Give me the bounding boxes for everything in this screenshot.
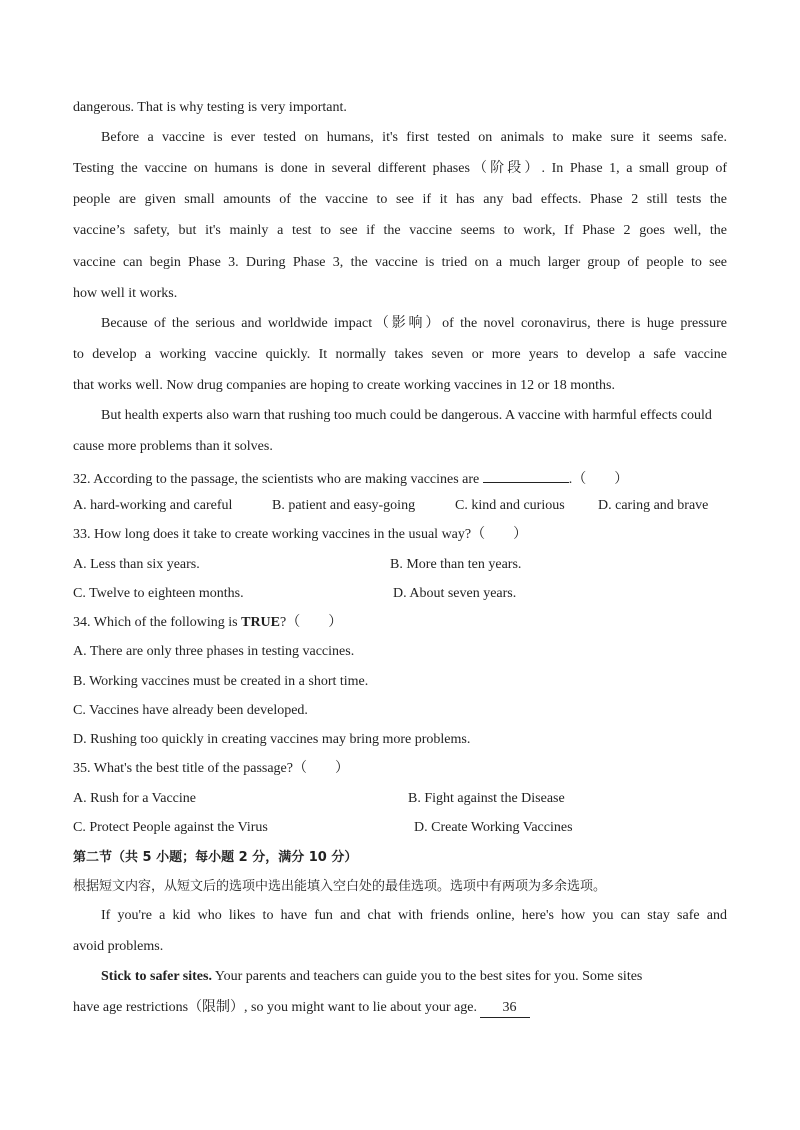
option-c: C. Protect People against the Virus <box>73 820 268 835</box>
passage-line: how well it works. <box>73 286 178 301</box>
option-d: D. Create Working Vaccines <box>414 820 573 835</box>
passage-line: If you're a kid who likes to have fun and chat with friends online, here's how you can stay safe and <box>101 908 727 923</box>
section-instruction: 根据短文内容，从短文后的选项中选出能填入空白处的最佳选项。选项中有两项为多余选项。 <box>73 879 607 894</box>
option-b: B. More than ten years. <box>390 557 522 572</box>
option-d: D. Rushing too quickly in creating vaccines may bring more problems. <box>73 732 471 747</box>
question-32 <box>73 468 727 489</box>
option-a: A. There are only three phases in testing vaccines. <box>73 644 355 659</box>
passage-line: Testing the vaccine on humans is done in several different phases（阶段）. In Phase 1, a small group of <box>73 161 727 176</box>
option-b: B. Working vaccines must be created in a short time. <box>73 674 369 689</box>
passage-line: to develop a working vaccine quickly. It normally takes seven or more years to develop a safe vaccine <box>73 347 727 362</box>
option-b: B. patient and easy-going <box>272 498 416 513</box>
option-d: D. About seven years. <box>393 586 517 601</box>
passage-line: that works well. Now drug companies are hoping to create working vaccines in 12 or 18 months. <box>73 378 615 393</box>
passage-line: Because of the serious and worldwide impact（影响）of the novel coronavirus, there is huge pressure <box>101 316 727 331</box>
passage-line: people are given small amounts of the vaccine to see if it has any bad effects. Phase 2 still tests the <box>73 192 727 207</box>
passage-line: dangerous. That is why testing is very important. <box>73 100 347 115</box>
tip-heading: Stick to safer sites. <box>101 969 212 984</box>
option-b: B. Fight against the Disease <box>408 791 565 806</box>
option-a: A. hard-working and careful <box>73 498 233 513</box>
question-text: 34. Which of the following is <box>73 615 242 630</box>
question-answer-bracket: ?（ ） <box>280 615 343 630</box>
option-c: C. kind and curious <box>455 498 565 513</box>
option-a: A. Rush for a Vaccine <box>73 791 196 806</box>
question-text: 32. According to the passage, the scientists who are making vaccines are <box>73 472 480 487</box>
question-33: 33. How long does it take to create working vaccines in the usual way?（ ） <box>73 527 528 542</box>
answer-blank <box>483 468 569 483</box>
passage-line: vaccine can begin Phase 3. During Phase 3, the vaccine is tried on a much larger group of people to see <box>73 255 727 270</box>
passage-line <box>73 999 727 1018</box>
passage-line: cause more problems than it solves. <box>73 439 273 454</box>
option-a: A. Less than six years. <box>73 557 200 572</box>
passage-line <box>101 968 727 986</box>
passage-text: Your parents and teachers can guide you to the best sites for you. Some sites <box>211 969 643 984</box>
question-emphasis: TRUE <box>241 615 281 630</box>
passage-line: Before a vaccine is ever tested on humans, it's first tested on animals to make sure it seems safe. <box>101 130 727 145</box>
passage-line: But health experts also warn that rushing too much could be dangerous. A vaccine with harmful effects could <box>101 408 712 423</box>
question-34 <box>73 614 727 632</box>
question-answer-bracket: .（ ） <box>568 472 629 487</box>
answer-blank-36: 36 <box>480 999 530 1018</box>
passage-text: have age restrictions（限制）, so you might want to lie about your age. <box>73 1000 477 1015</box>
passage-line: avoid problems. <box>73 939 164 954</box>
option-d: D. caring and brave <box>598 498 709 513</box>
option-c: C. Twelve to eighteen months. <box>73 586 244 601</box>
passage-line: vaccine’s safety, but it's mainly a test to see if the vaccine seems to work, If Phase 2 goes well, the <box>73 223 727 238</box>
section-heading: 第二节（共 5 小题；每小题 2 分，满分 10 分） <box>73 850 358 865</box>
question-35: 35. What's the best title of the passage?（ ） <box>73 761 349 776</box>
option-c: C. Vaccines have already been developed. <box>73 703 308 718</box>
